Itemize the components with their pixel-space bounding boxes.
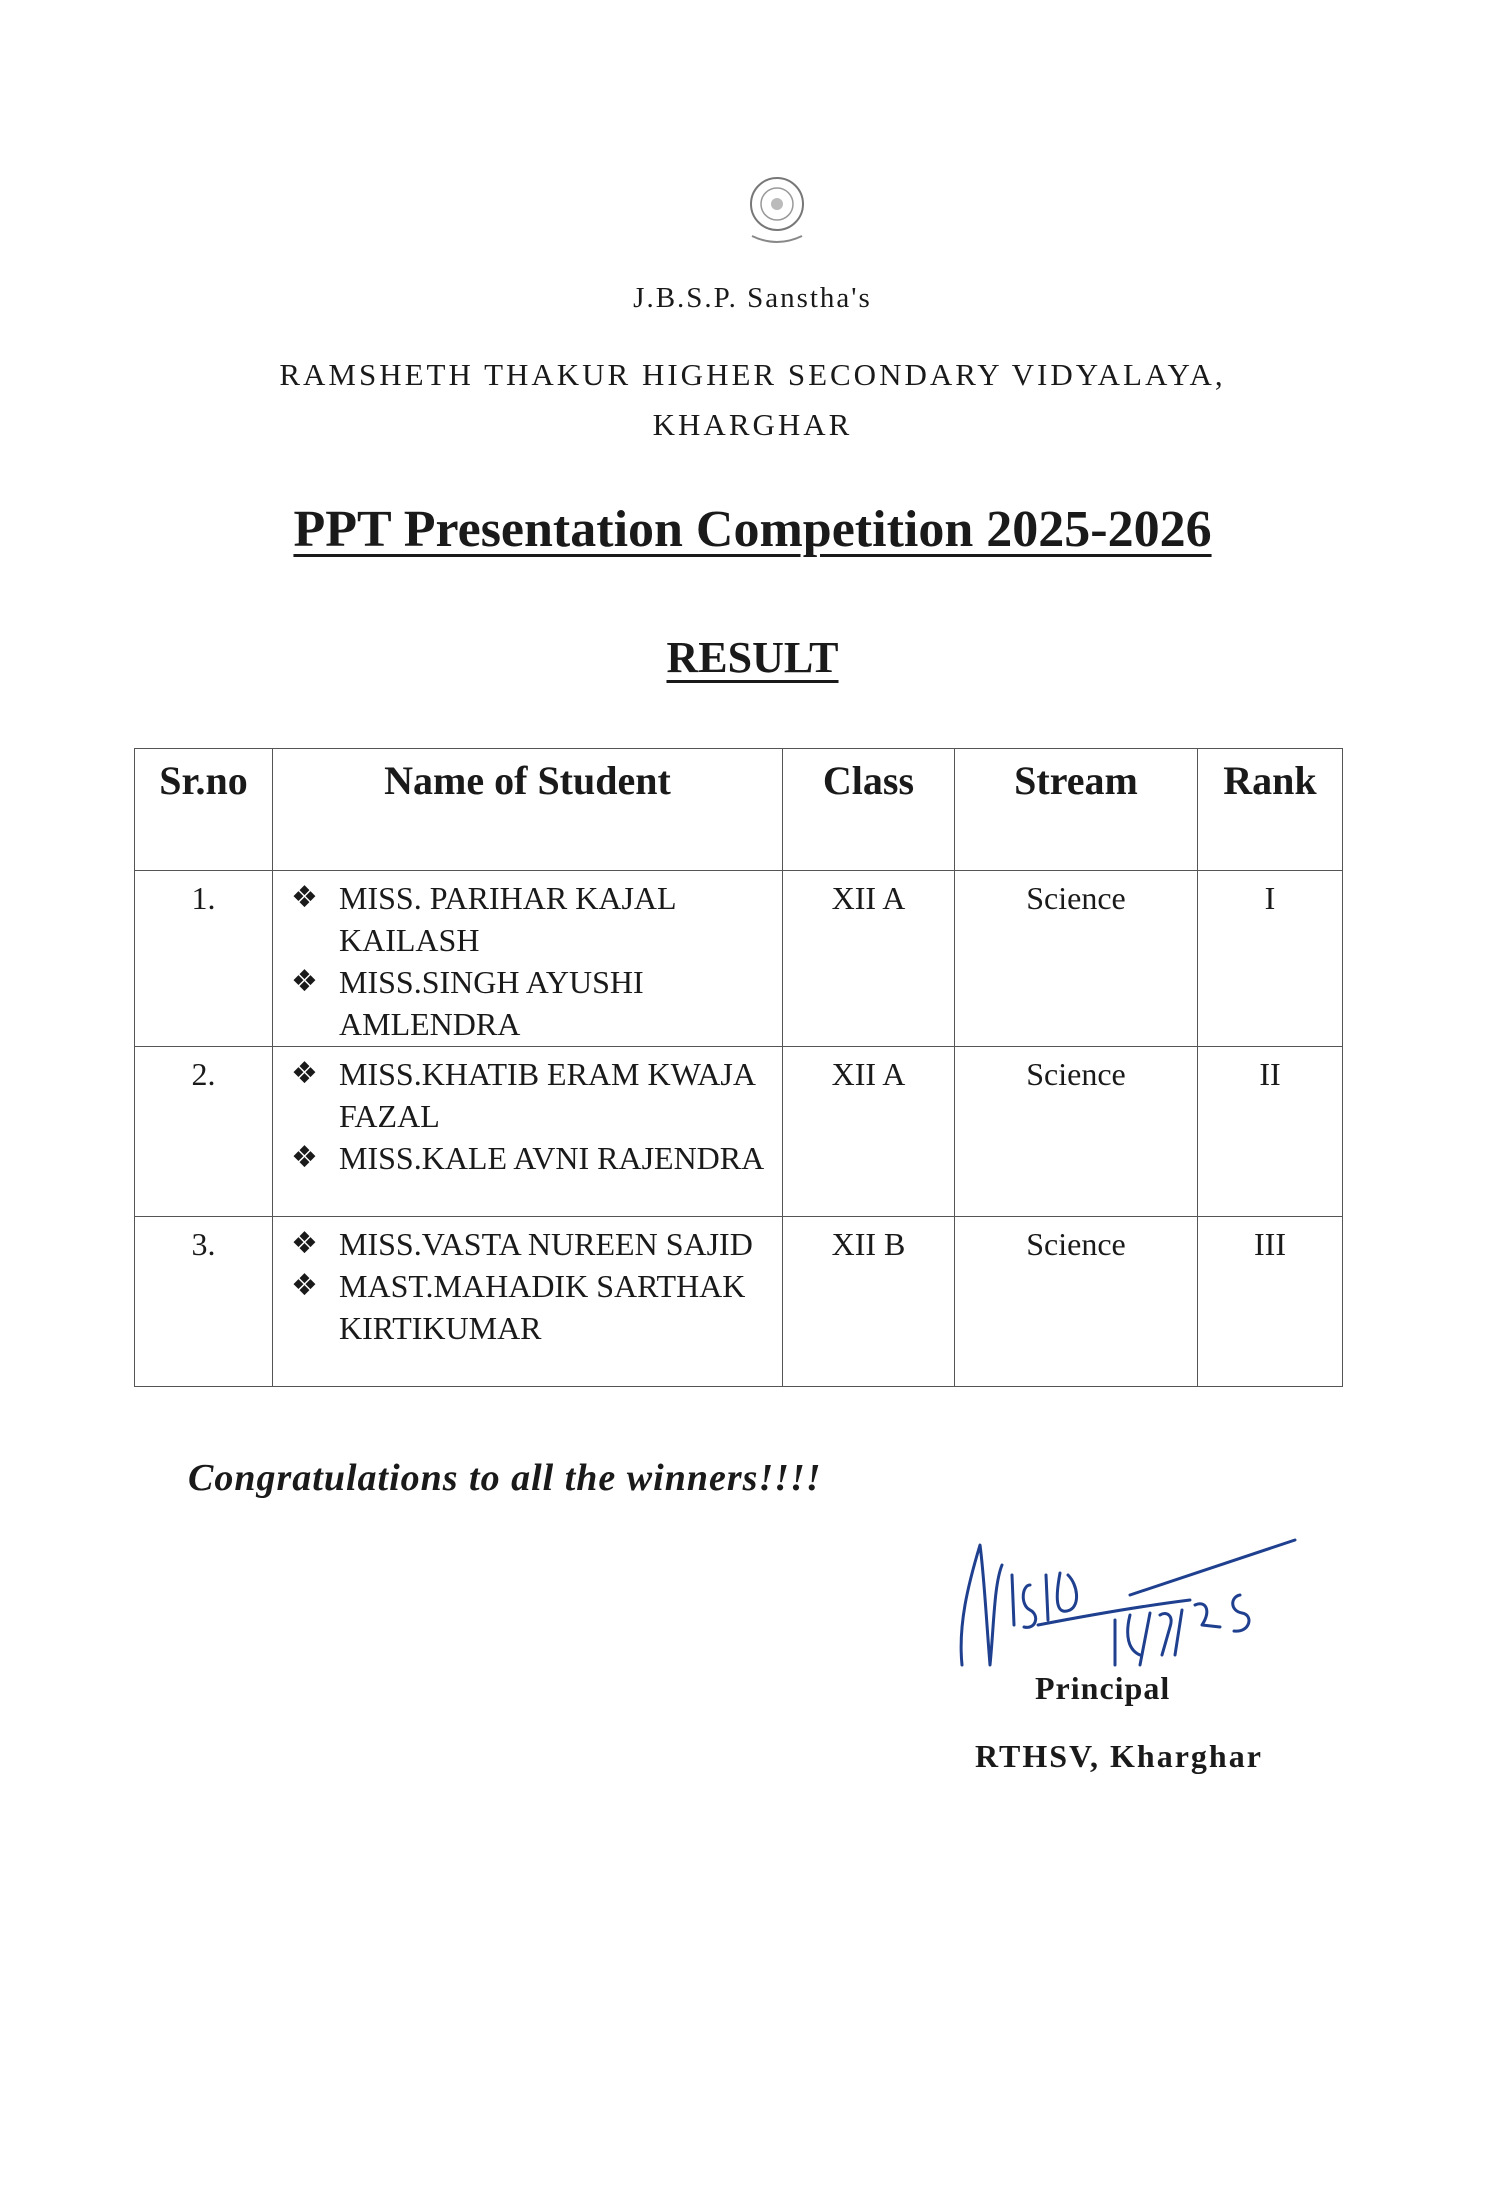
- class-cell: XII A: [783, 1047, 955, 1217]
- sanstha-name: J.B.S.P. Sanstha's: [633, 282, 872, 314]
- student-names: [273, 1047, 783, 1217]
- list-item: [283, 1265, 781, 1349]
- student-names: [273, 871, 783, 1047]
- student-name: MAST.MAHADIK SARTHAK KIRTIKUMAR: [339, 1268, 746, 1346]
- column-header-rank: Rank: [1198, 749, 1343, 871]
- student-name: MISS.SINGH AYUSHI AMLENDRA: [339, 964, 644, 1042]
- school-name: [0, 350, 1505, 450]
- column-header-srno: Sr.no: [135, 749, 273, 871]
- result-heading: RESULT: [666, 633, 839, 682]
- sr-number: 3.: [135, 1217, 273, 1387]
- principal-signature: [950, 1515, 1310, 1695]
- diamond-bullet-icon: ❖: [291, 1226, 318, 1261]
- school-short-name: RTHSV, Kharghar: [975, 1738, 1263, 1774]
- table-row: [135, 871, 1343, 1047]
- diamond-bullet-icon: ❖: [291, 964, 318, 999]
- competition-title: PPT Presentation Competition 2025-2026: [293, 501, 1212, 558]
- class-cell: XII A: [783, 871, 955, 1047]
- diamond-bullet-icon: ❖: [291, 1056, 318, 1091]
- diamond-bullet-icon: ❖: [291, 880, 318, 915]
- list-item: [283, 877, 781, 961]
- list-item: [283, 1137, 781, 1179]
- stream-cell: Science: [955, 1217, 1198, 1387]
- list-item: [283, 1223, 781, 1265]
- school-seal-icon: [732, 170, 822, 250]
- stream-cell: Science: [955, 871, 1198, 1047]
- column-header-class: Class: [783, 749, 955, 871]
- sr-number: 1.: [135, 871, 273, 1047]
- sr-number: 2.: [135, 1047, 273, 1217]
- student-name: MISS. PARIHAR KAJAL KAILASH: [339, 880, 676, 958]
- rank-cell: III: [1198, 1217, 1343, 1387]
- student-names: [273, 1217, 783, 1387]
- column-header-name: Name of Student: [273, 749, 783, 871]
- table-row: [135, 1047, 1343, 1217]
- table-row: [135, 1217, 1343, 1387]
- stream-cell: Science: [955, 1047, 1198, 1217]
- school-name-line1: RAMSHETH THAKUR HIGHER SECONDARY VIDYALAYA,: [279, 357, 1226, 392]
- diamond-bullet-icon: ❖: [291, 1140, 318, 1175]
- results-table: [134, 748, 1343, 1387]
- school-name-line2: KHARGHAR: [652, 407, 853, 442]
- rank-cell: I: [1198, 871, 1343, 1047]
- student-name: MISS.KHATIB ERAM KWAJA FAZAL: [339, 1056, 755, 1134]
- class-cell: XII B: [783, 1217, 955, 1387]
- column-header-stream: Stream: [955, 749, 1198, 871]
- list-item: [283, 961, 781, 1045]
- rank-cell: II: [1198, 1047, 1343, 1217]
- student-name: MISS.VASTA NUREEN SAJID: [339, 1226, 753, 1262]
- table-header-row: [135, 749, 1343, 871]
- student-name: MISS.KALE AVNI RAJENDRA: [339, 1140, 765, 1176]
- congratulations-message: Congratulations to all the winners!!!!: [188, 1457, 822, 1499]
- diamond-bullet-icon: ❖: [291, 1268, 318, 1303]
- list-item: [283, 1053, 781, 1137]
- principal-designation: Principal: [1035, 1670, 1171, 1706]
